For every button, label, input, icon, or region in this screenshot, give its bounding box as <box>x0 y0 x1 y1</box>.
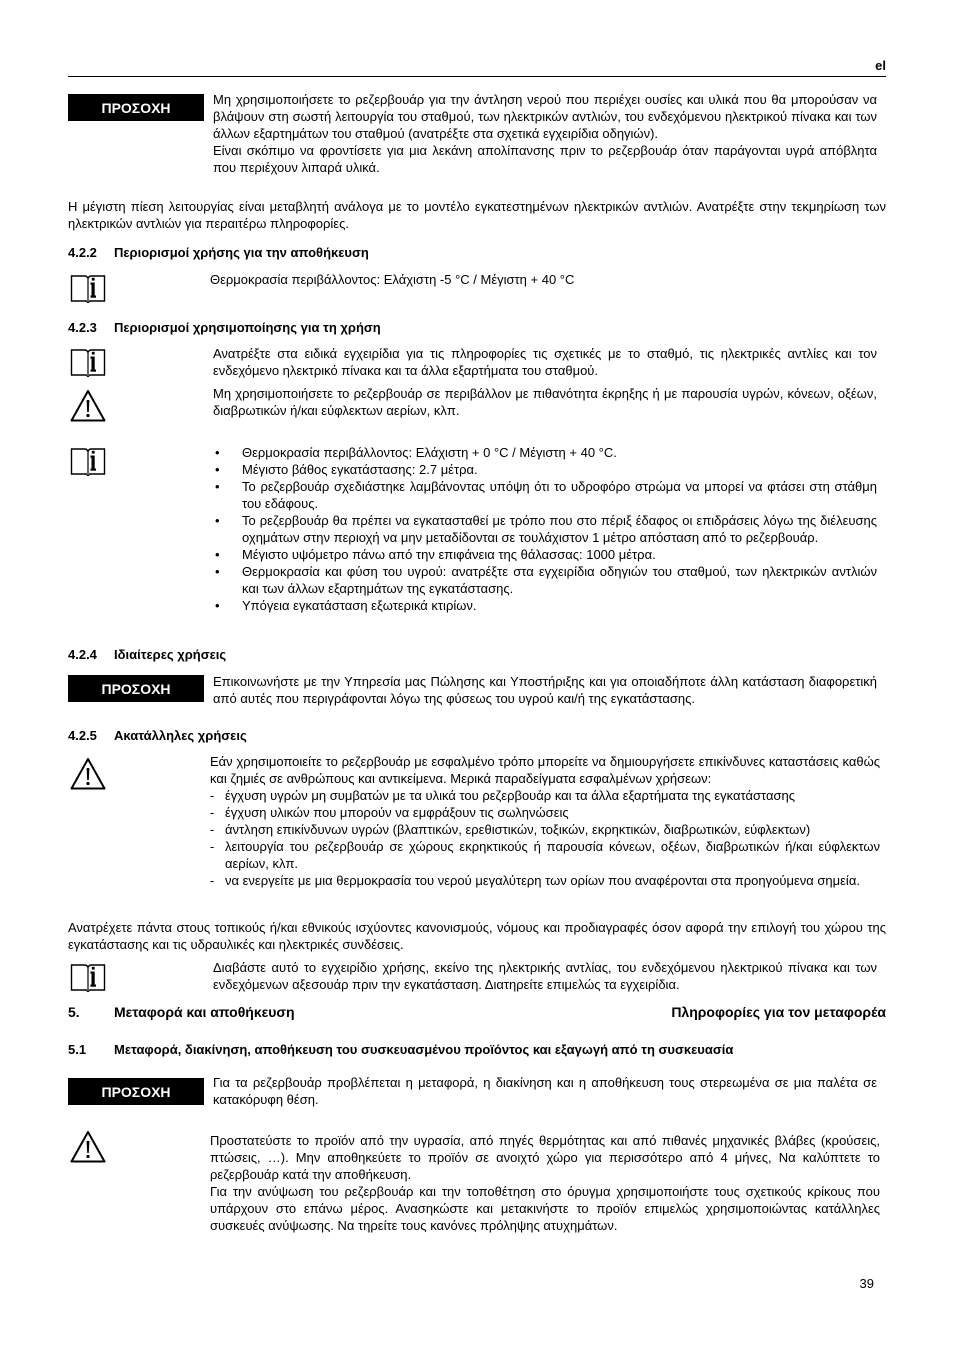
list-item: - έγχυση υλικών που μπορούν να εμφράξουν τις σωληνώσεις <box>210 804 880 821</box>
paragraph: Για την ανύψωση του ρεζερβουάρ και την τοποθέτηση στο όρυγμα χρησιμοποιήστε τους σχετικούς κρίκους που υπάρχουν στο επάνω μέρος. Ανασηκώστε και μετακινήστε το προϊόν επιμελώς χρησιμοποιώντας κατάλληλες συσκευές ανύψωσης. Να τηρείτε τους κανόνες πρόληψης ατυχημάτων. <box>210 1184 880 1233</box>
list-item: - έγχυση υγρών μη συμβατών με τα υλικά του ρεζερβουάρ και τα άλλα εξαρτήματα της εγκατάστασης <box>210 787 880 804</box>
improper-use-block <box>210 753 880 889</box>
section-number: 5. <box>68 1004 80 1020</box>
list-item: • Το ρεζερβουάρ σχεδιάστηκε λαμβάνοντας υπόψη ότι το υδροφόρο στρώμα να μπορεί να φτάσει στη στάθμη του εδάφους. <box>213 478 877 512</box>
warning-triangle-icon <box>70 757 106 791</box>
explosive-environment-text: Μη χρησιμοποιήσετε το ρεζερβουάρ σε περιβάλλον με πιθανότητα έκρηξης ή με παρουσία υγρών, κόνεων, οξέων, διαβρωτικών ή/και εύφλεκτων αερίων, κλπ. <box>213 386 877 418</box>
section-title: Μεταφορά, διακίνηση, αποθήκευση του συσκευασμένου προϊόντος και εξαγωγή από τη συσκευασία <box>114 1042 734 1057</box>
warning-badge <box>68 94 204 121</box>
pressure-paragraph: Η μέγιστη πίεση λειτουργίας είναι μεταβλητή ανάλογα με το μοντέλο εγκατεστημένων ηλεκτρικών αντλιών. Ανατρέξτε στην τεκμηρίωση των ηλεκτρικών αντλιών για περαιτέρω πληροφορίες. <box>68 199 886 231</box>
list-item: - άντληση επικίνδυνων υγρών (βλαπτικών, ερεθιστικών, τοξικών, εκρηκτικών, διαβρωτικών, εύφλεκτων) <box>210 821 880 838</box>
warning-badge-label: ΠΡΟΣΟΧΗ <box>101 99 171 116</box>
manuals-reference-text: Ανατρέξτε στα ειδικά εγχειρίδια για τις πληροφορίες τις σχετικές με το σταθμό, τις ηλεκτρικές αντλίες και τον ενδεχόμενο ηλεκτρικό πίνακα και τα άλλα εξαρτήματα του σταθμού. <box>213 346 877 378</box>
list-item: • Θερμοκρασία και φύση του υγρού: ανατρέξτε στα εγχειρίδια οδηγιών του σταθμού, των ηλεκτρικών αντλιών και των άλλων εξαρτημάτων της εγκατάστασης. <box>213 563 877 597</box>
section-heading-5-1 <box>68 1042 733 1057</box>
list-item: • Μέγιστο υψόμετρο πάνω από την επιφάνεια της θάλασσας: 1000 μέτρα. <box>213 546 877 563</box>
list-item: • Υπόγεια εγκατάσταση εξωτερικά κτιρίων. <box>213 597 877 614</box>
regulations-paragraph: Ανατρέχετε πάντα στους τοπικούς ή/και εθνικούς ισχύοντες κανονισμούς, νόμους και προδιαγραφές όσον αφορά την επιλογή του χώρου της εγκατάστασης και τις υδραυλικές και ηλεκτρικές συνδέσεις. <box>68 920 886 952</box>
list-item: - να ενεργείτε με μια θερμοκρασία του νερού μεγαλύτερη των ορίων που αναφέρονται στα προηγούμενα σημεία. <box>210 872 880 889</box>
manual-info-icon <box>70 961 106 995</box>
section-title: Μεταφορά και αποθήκευση <box>114 1004 295 1020</box>
section-number: 4.2.5 <box>68 728 97 743</box>
pallet-transport-text: Για τα ρεζερβουάρ προβλέπεται η μεταφορά, η διακίνηση και η αποθήκευση τους στερεωμένα σε μια παλέτα σε κατακόρυφη θέση. <box>213 1075 877 1107</box>
header-rule <box>68 76 886 77</box>
manual-info-icon <box>70 346 106 380</box>
section-number: 4.2.3 <box>68 320 97 335</box>
warning-badge-label: ΠΡΟΣΟΧΗ <box>101 1083 171 1100</box>
warning-triangle-icon <box>70 389 106 423</box>
list-item: - λειτουργία του ρεζερβουάρ σε χώρους εκρηκτικούς ή παρουσία κόνεων, οξέων, διαβρωτικών ή/και εύφλεκτων αερίων, κλπ. <box>210 838 880 872</box>
section-number: 5.1 <box>68 1042 87 1057</box>
page-number: 39 <box>859 1276 874 1291</box>
paragraph: Μη χρησιμοποιήσετε το ρεζερβουάρ για την άντληση νερού που περιέχει ουσίες και υλικά που θα μπορούσαν να βλάψουν στη σωστή λειτουργία του σταθμού, των ηλεκτρικών αντλιών, του ενδεχόμενου ηλεκτρικού πίνακα και των άλλων εξαρτημάτων του σταθμού (ανατρέξτε στα σχετικά εγχειρίδια οδηγιών). <box>213 92 877 141</box>
warning-text-block-1 <box>213 91 877 176</box>
paragraph: Προστατεύστε το προϊόν από την υγρασία, από πηγές θερμότητας και από πιθανές μηχανικές βλάβες (κρούσεις, πτώσεις, …). Μην αποθηκεύετε το προϊόν σε ανοιχτό χώρο για περισσότερο από 4 μήνες, Να καλύπτετε το ρεζερβουάρ κατά την αποθήκευση. <box>210 1133 880 1182</box>
language-code: el <box>875 58 886 73</box>
list-item: • Το ρεζερβουάρ θα πρέπει να εγκατασταθεί με τρόπο που στο πέριξ έδαφος οι επιδράσεις λόγω της διέλευσης οχημάτων στην περιοχή να μην μεταδίδονται σε τουλάχιστον 1 μέτρο απόσταση από το ρεζερβουάρ. <box>213 512 877 546</box>
storage-handling-block <box>210 1132 880 1234</box>
warning-badge <box>68 675 204 702</box>
list-item: • Μέγιστο βάθος εγκατάστασης: 2.7 μέτρα. <box>213 461 877 478</box>
section-heading-4-2-2 <box>68 245 369 260</box>
warning-badge-label: ΠΡΟΣΟΧΗ <box>101 680 171 697</box>
section-heading-4-2-4 <box>68 647 226 662</box>
section-title: Περιορισμοί χρήσης για την αποθήκευση <box>114 245 369 260</box>
paragraph: Εάν χρησιμοποιείτε το ρεζερβουάρ με εσφαλμένο τρόπο μπορείτε να δημιουργήσετε επικίνδυνες καταστάσεις καθώς και ζημιές σε ανθρώπους και αντικείμενα. Μερικά παραδείγματα εσφαλμένων χρήσεων: <box>210 754 880 786</box>
section-number: 4.2.4 <box>68 647 97 662</box>
section-number: 4.2.2 <box>68 245 97 260</box>
storage-temperature-text: Θερμοκρασία περιβάλλοντος: Ελάχιστη -5 °C / Μέγιστη + 40 °C <box>210 272 575 287</box>
carrier-info-label: Πληροφορίες για τον μεταφορέα <box>671 1004 886 1020</box>
warning-badge <box>68 1078 204 1105</box>
manual-info-icon <box>70 445 106 479</box>
section-title: Περιορισμοί χρησιμοποίησης για τη χρήση <box>114 320 381 335</box>
special-uses-text: Επικοινωνήστε με την Υπηρεσία μας Πώλησης και Υποστήριξης και για οποιαδήποτε άλλη κατάσταση διαφορετική από αυτές που περιγράφονται λόγω της φύσεως του υγρού και/ή της εγκατάστασης. <box>213 674 877 706</box>
manual-info-icon <box>70 272 106 306</box>
usage-limits-list <box>213 444 877 614</box>
paragraph: Είναι σκόπιμο να φροντίσετε για μια λεκάνη απολίπανσης πριν το ρεζερβουάρ όταν παράγονται υγρά απόβλητα που περιέχουν λιπαρά υλικά. <box>213 143 877 175</box>
section-title: Ιδιαίτερες χρήσεις <box>114 647 227 662</box>
read-manual-text: Διαβάστε αυτό το εγχειρίδιο χρήσης, εκείνο της ηλεκτρικής αντλίας, του ενδεχόμενου ηλεκτρικού πίνακα και των ενδεχόμενων αξεσουάρ πριν την εγκατάσταση. Διατηρείτε επιμελώς τα εγχειρίδια. <box>213 960 877 992</box>
warning-triangle-icon <box>70 1130 106 1164</box>
list-item: • Θερμοκρασία περιβάλλοντος: Ελάχιστη + 0 °C / Μέγιστη + 40 °C. <box>213 444 877 461</box>
section-heading-4-2-3 <box>68 320 381 335</box>
section-heading-4-2-5 <box>68 728 247 743</box>
improper-use-list <box>210 787 880 889</box>
section-heading-5 <box>68 1004 886 1020</box>
section-title: Ακατάλληλες χρήσεις <box>114 728 247 743</box>
